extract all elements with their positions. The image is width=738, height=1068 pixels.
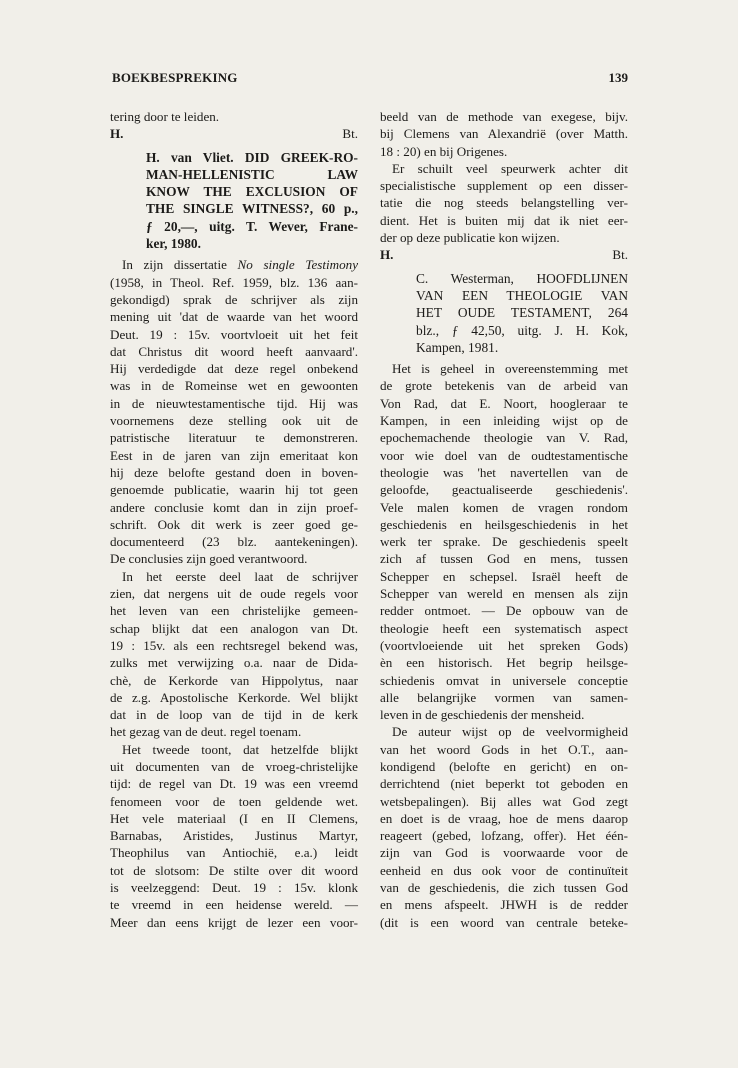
text-line: (1958, in Theol. Ref. 1959, blz. 136 aan- bbox=[110, 274, 358, 290]
right-column bbox=[380, 108, 628, 931]
signature-abbrev: Bt. bbox=[342, 126, 358, 142]
signature-initial: H. bbox=[110, 126, 124, 142]
text-line: uit documenten van de vroeg-christelijke bbox=[110, 758, 358, 774]
paragraph bbox=[110, 568, 358, 741]
text-line: schiedenis omvat in universele conceptie bbox=[380, 672, 628, 688]
text-line: Kampen, in een inleiding wijst op de bbox=[380, 413, 628, 429]
text-line: 18 : 20) en bij Origenes. bbox=[380, 143, 508, 159]
text-line: Het tweede toont, dat hetzelfde blijkt bbox=[122, 741, 358, 757]
text-line: en doet is de vraag, hoe de mens daarop bbox=[380, 810, 628, 826]
text-line: van het woord Gods in het O.T., aan- bbox=[380, 741, 628, 757]
paragraph bbox=[110, 256, 358, 567]
text-line: geschiedenis en heilsgeschiedenis in het bbox=[380, 516, 628, 532]
text-line: geloofde, geactualiseerde geschiedenis'. bbox=[380, 482, 628, 498]
text-line: In zijn dissertatie No single Testimony bbox=[122, 257, 358, 273]
text-line: van de geschiedenis, die zich tussen God bbox=[380, 880, 628, 896]
signature-initial: H. bbox=[380, 247, 394, 263]
paragraph bbox=[380, 360, 628, 723]
text-line: THE SINGLE WITNESS?, 60 p., bbox=[146, 201, 358, 217]
text-line: chè, de Kerkorde van Hippolytus, naar bbox=[110, 672, 358, 688]
text-line: documenteerd (23 blz. aantekeningen). bbox=[110, 534, 358, 550]
text-line: en mens afspeelt. JHWH is de redder bbox=[380, 897, 628, 913]
text-line: Theophilus van Antiochië, e.a.) leidt bbox=[110, 845, 358, 861]
text-line: reageert (gebed, lofzang, offer). Het één- bbox=[380, 828, 628, 844]
text-line: genoemde publicatie, waarin hij tot geen bbox=[110, 482, 358, 498]
text-line: KNOW THE EXCLUSION OF bbox=[146, 184, 358, 200]
text-line: het leven van een christelijke gemeen- bbox=[110, 603, 358, 619]
text-line: te vreemd in een heidense wereld. — bbox=[110, 897, 358, 913]
text-line: voornemens deze stelling ook uit de bbox=[110, 413, 358, 429]
text-line: (voortvloeiende uit het spreken Gods) bbox=[380, 637, 628, 653]
text-line: MAN-HELLENISTIC LAW bbox=[146, 166, 358, 182]
text-line: Deut. 19 : 15v. voortvloeit uit het feit bbox=[110, 326, 358, 342]
text-line: beeld van de methode van exegese, bijv. bbox=[380, 109, 628, 124]
text-line: fenomeen voor de toen geldende wet. bbox=[110, 793, 358, 809]
text-line: het gezag van de deut. regel toenam. bbox=[110, 724, 302, 740]
text-line: tatie die nog steeds belangstelling ver- bbox=[380, 195, 628, 211]
text-line: Meer dan eens krijgt de lezer een voor- bbox=[110, 914, 358, 930]
text-line: dat Christus dit woord heeft aanvaard'. bbox=[110, 343, 358, 359]
text-line: tot de slotsom: De stilte over dit woord bbox=[110, 862, 358, 878]
text-line: tijd: de regel van Dt. 19 was een vreemd bbox=[110, 776, 358, 792]
text-line: bij Clemens van Alexandrië (over Matth. bbox=[380, 126, 628, 142]
running-title: BOEKBESPREKING bbox=[112, 70, 238, 85]
text-line: zien, dat nergens uit de oude regels voor bbox=[110, 586, 358, 602]
text-line: alle belangrijke vormen van samen- bbox=[380, 689, 628, 705]
text-line: specialistische supplement op een disser- bbox=[380, 178, 628, 194]
text-line: dat in de loop van de tijd in de kerk bbox=[110, 707, 358, 723]
text-line: schap blijkt dat een analogon van Dt. bbox=[110, 620, 358, 636]
intro-paragraph bbox=[110, 108, 358, 125]
text-line: Barnabas, Aristides, Justinus Martyr, bbox=[110, 828, 358, 844]
text-line: 19 : 15v. als een rechtsregel bekend was, bbox=[110, 637, 358, 653]
text-line: Schepper en schepsel. Israël heeft de bbox=[380, 568, 628, 584]
text-line: zulks met verwijzing o.a. naar de Dida- bbox=[110, 655, 358, 671]
text-line: voor wie doel van de oudtestamentische bbox=[380, 447, 628, 463]
text-line: In het eerste deel laat de schrijver bbox=[122, 568, 358, 584]
text-line: Er schuilt veel speurwerk achter dit bbox=[392, 160, 628, 176]
left-column bbox=[110, 108, 358, 931]
text-line: De conclusies zijn goed verantwoord. bbox=[110, 551, 308, 567]
text-line: Hij verdedigde dat deze regel onbekend bbox=[110, 361, 358, 377]
paragraph bbox=[380, 108, 628, 160]
text-line: patristische literatuur te demonstreren. bbox=[110, 430, 358, 446]
text-line: Eest in de jaren van zijn emeritaat kon bbox=[110, 447, 358, 463]
text-line: dient. Het is buiten mij dat ik niet eer- bbox=[380, 212, 628, 228]
text-line: werk ter sprake. De geschiedenis speelt bbox=[380, 534, 628, 550]
text-line: èn een historisch. Het begrip heilsge- bbox=[380, 655, 628, 671]
text-line: andere conclusie komt dan in zijn proef- bbox=[110, 499, 358, 515]
text-line: C. Westerman, HOOFDLIJNEN bbox=[416, 270, 628, 286]
text-line: tering door te leiden. bbox=[110, 109, 220, 124]
paragraph bbox=[110, 741, 358, 931]
text-line: derrichtend (niet beperkt tot geboden en bbox=[380, 776, 628, 792]
text-line: leven in de geschiedenis der mensheid. bbox=[380, 707, 585, 723]
text-line: mening uit 'dat de waarde van het woord bbox=[110, 309, 358, 325]
review-signature bbox=[380, 246, 628, 263]
text-line: theologie was 'het navertellen van de bbox=[380, 464, 628, 480]
intro-signature bbox=[110, 125, 358, 142]
text-line: zich af tussen God en mens, tussen bbox=[380, 551, 628, 567]
signature-abbrev: Bt. bbox=[612, 247, 628, 263]
book-entry-westerman bbox=[416, 270, 628, 356]
text-line: in de nieuwtestamentische tijd. Hij was bbox=[110, 395, 358, 411]
text-line: epochemachende theologie van V. Rad, bbox=[380, 430, 628, 446]
text-line: ƒ 20,—, uitg. T. Wever, Frane- bbox=[146, 218, 358, 234]
text-line: gekondigd) sprak de schrijver als zijn bbox=[110, 291, 358, 307]
text-line: (dit is een woord van centrale beteke- bbox=[380, 914, 628, 930]
text-line: wetsbepalingen). Bij alles wat God zegt bbox=[380, 793, 628, 809]
text-line: Vele malen komen de vragen rondom bbox=[380, 499, 628, 515]
text-line: eenheid en dus ook voor de continuïteit bbox=[380, 862, 628, 878]
text-line: kondigend (belofte en gericht) en on- bbox=[380, 758, 628, 774]
text-line: schrift. Ook dit werk is zeer goed ge- bbox=[110, 516, 358, 532]
page-header bbox=[112, 70, 628, 90]
text-line: H. van Vliet. DID GREEK-RO- bbox=[146, 149, 358, 165]
text-line: Von Rad, dat E. Noort, hoogleraar te bbox=[380, 395, 628, 411]
text-line: VAN EEN THEOLOGIE VAN bbox=[416, 287, 628, 303]
text-line: ker, 1980. bbox=[146, 236, 201, 252]
text-line: blz., ƒ 42,50, uitg. J. H. Kok, bbox=[416, 322, 628, 338]
paragraph bbox=[380, 160, 628, 246]
text-line: Schepper van wereld en mensen als zijn bbox=[380, 586, 628, 602]
text-line: Het is geheel in overeenstemming met bbox=[392, 361, 628, 377]
text-line: is veelzeggend: Deut. 19 : 15v. klonk bbox=[110, 880, 358, 896]
text-line: redder ontmoet. — De opbouw van de bbox=[380, 603, 628, 619]
text-line: zijn van God is voorwaarde voor de bbox=[380, 845, 628, 861]
text-line: Het vele materiaal (I en II Clemens, bbox=[110, 810, 358, 826]
text-line: der op deze publicatie kon wijzen. bbox=[380, 230, 560, 246]
text-line: De auteur wijst op de veelvormigheid bbox=[392, 724, 628, 740]
text-line: de grote betekenis van de arbeid van bbox=[380, 378, 628, 394]
text-line: Kampen, 1981. bbox=[416, 339, 499, 355]
book-entry-vliet bbox=[146, 149, 358, 253]
text-line: de z.g. Apostolische Kerkorde. Wel blijkt bbox=[110, 689, 358, 705]
text-line: theologie heeft een systematisch aspect bbox=[380, 620, 628, 636]
page-number: 139 bbox=[608, 70, 628, 85]
text-line: hij deze belofte gestand doen in boven- bbox=[110, 464, 358, 480]
text-line: HET OUDE TESTAMENT, 264 bbox=[416, 305, 628, 321]
paragraph bbox=[380, 723, 628, 931]
text-line: was in de Romeinse wet en gewoonten bbox=[110, 378, 358, 394]
